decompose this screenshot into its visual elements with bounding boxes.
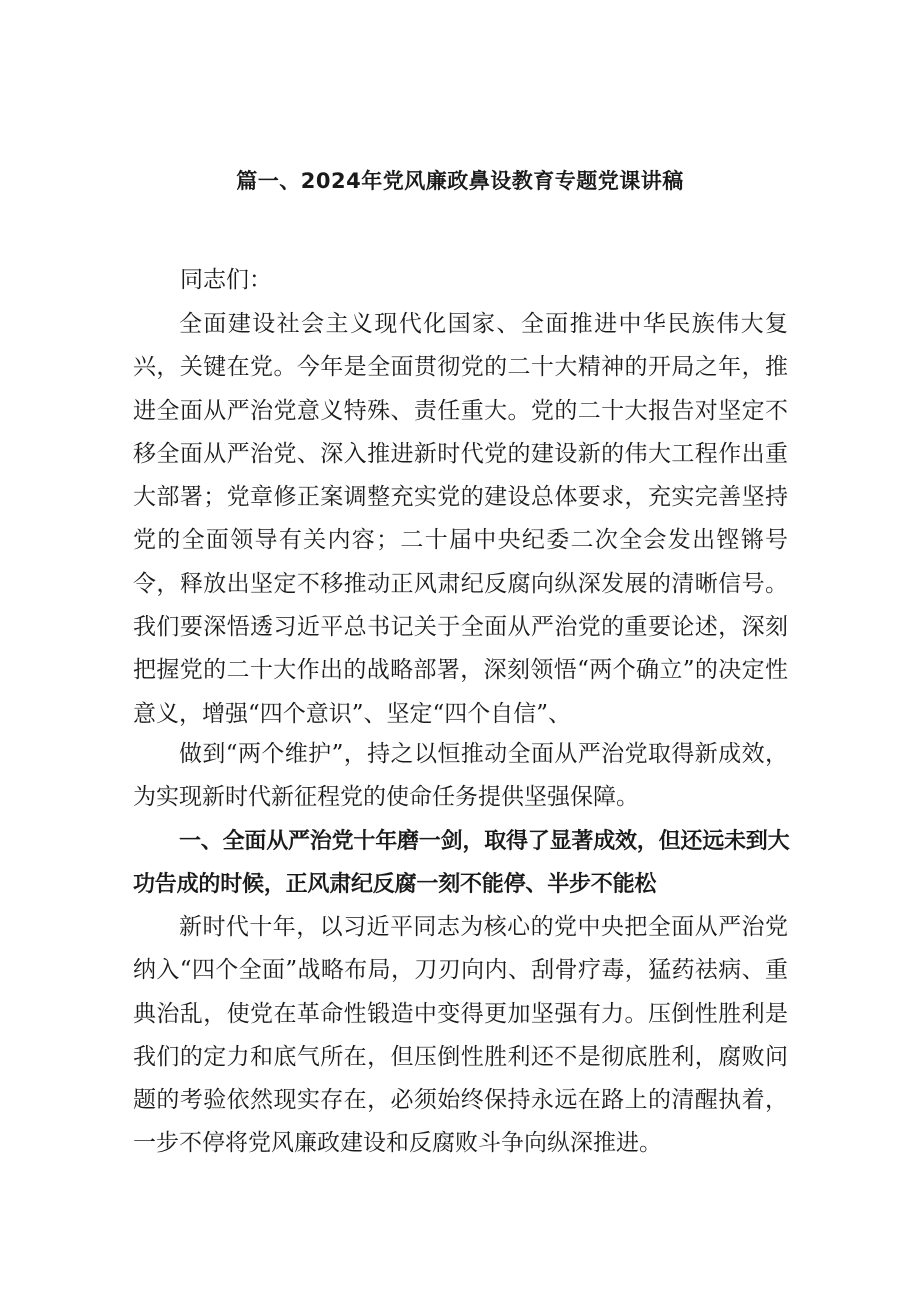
section-heading-1: 一、全面从严治党十年磨一剑，取得了显著成效，但还远未到大功告成的时候，正风肃纪反腐一刻不能停、半步不能松 (133, 829, 790, 897)
paragraph-2: 做到“两个维护”，持之以恒推动全面从严治党取得新成效，为实现新时代新征程党的使命任务提供坚强保障。 (133, 741, 788, 811)
salutation: 同志们： (180, 267, 272, 293)
paragraph-1: 全面建设社会主义现代化国家、全面推进中华民族伟大复兴，关键在党。今年是全面贯彻党的二十大精神的开局之年，推进全面从严治党意义特殊、责任重大。党的二十大报告对坚定不移全面从严治党、深入推进新时代党的建设新的伟大工程作出重大部署；党章修正案调整充实党的建设总体要求，充实完善坚持党的全面领导有关内容；二十届中央纪委二次全会发出铿锵号令，释放出坚定不移推动正风肃纪反腐向纵深发展的清晰信号。我们要深悟透习近平总书记关于全面从严治党的重要论述，深刻把握党的二十大作出的战略部署，深刻领悟“两个确立”的决定性意义，增强“四个意识”、坚定“四个自信”、 (133, 311, 788, 727)
document-title: 篇一、2024年党风廉政鼻设教育专题党课讲稿 (236, 169, 684, 193)
paragraph-3: 新时代十年，以习近平同志为核心的党中央把全面从严治党纳入“四个全面”战略布局，刀刃向内、刮骨疗毒，猛药祛病、重典治乱，使党在革命性锻造中变得更加坚强有力。压倒性胜利是我们的定力和底气所在，但压倒性胜利还不是彻底胜利，腐败问题的考验依然现实存在，必须始终保持永远在路上的清醒执着，一步不停将党风廉政建设和反腐败斗争向纵深推进。 (133, 914, 788, 1157)
